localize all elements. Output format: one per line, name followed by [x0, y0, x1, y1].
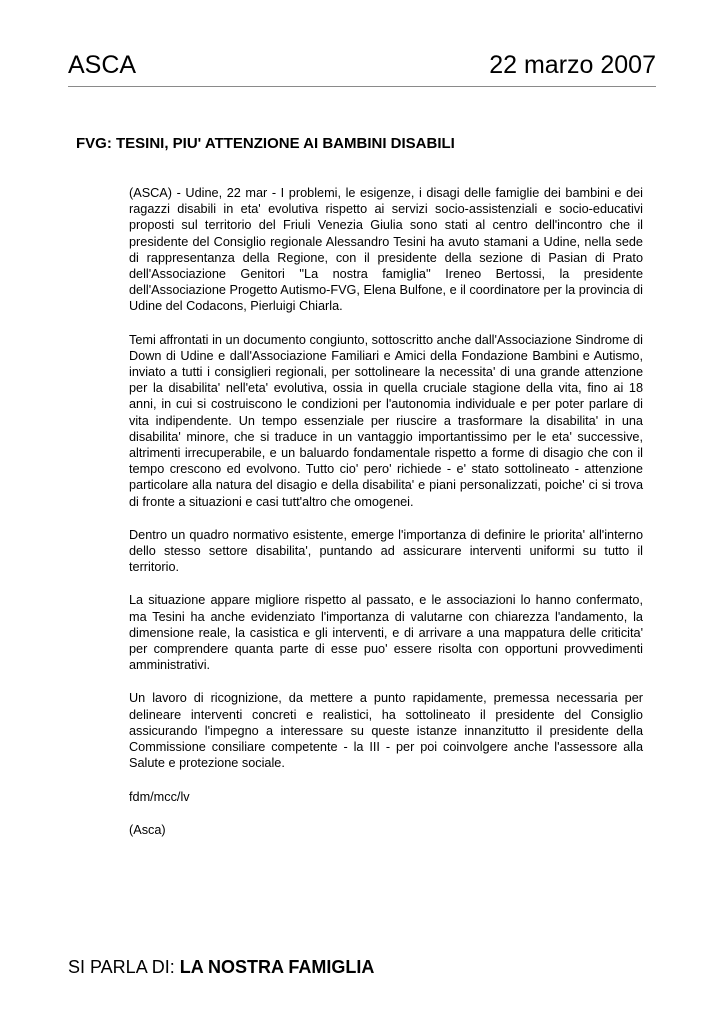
article-paragraph: La situazione appare migliore rispetto al passato, e le associazioni lo hanno confermato, ma Tesini ha anche evidenziato l'importanza di valutarne con chiarezza l'andamento, la dimensione reale, la casistica e gli interventi, e di arrivare a una mappatura delle criticita' per comprendere quanta parte di esse puo' essere risolta con opportuni provvedimenti amministrativi.	[129, 593, 643, 673]
article-headline: FVG: TESINI, PIU' ATTENZIONE AI BAMBINI DISABILI	[76, 135, 455, 152]
article-paragraph: Dentro un quadro normativo esistente, emerge l'importanza di definire le priorita' all'interno dello stesso settore disabilita', puntando ad assicurare interventi uniformi su tutto il territorio.	[129, 527, 643, 575]
article-credit: (Asca)	[129, 822, 166, 837]
news-source: ASCA	[68, 51, 137, 79]
page-header	[68, 50, 656, 87]
article-body	[129, 185, 643, 855]
article-paragraph: Temi affrontati in un documento congiunto, sottoscritto anche dall'Associazione Sindrome di Down di Udine e dall'Associazione Familiari e Amici della Fondazione Bambini e Autismo, inviato a tutti i consiglieri regionali, per sottolineare la necessita' di una grande attenzione per la disabilita' nell'eta' evolutiva, ossia in quella cruciale stagione della vita, fino ai 18 anni, in cui si costruiscono le condizioni per l'autonomia individuale e per poter parlare di vita indipendente. Un tempo essenziale per riuscire a trasformare la disabilita' in una disabilita' minore, che si traduce in un vantaggio importantissimo per le eta' successive, altrimenti irrecuperabile, e un baluardo fondamentale rispetto a forme di disagio che con il tempo crescono ed evolvono. Tutto cio' pero' richiede - e' stato sottolineato - attenzione particolare alla natura del disagio e della disabilita' e piani personalizzati, poiche' ci si trova di fronte a situazioni e casi tutt'altro che omogenei.	[129, 332, 643, 509]
article-paragraph: Un lavoro di ricognizione, da mettere a punto rapidamente, premessa necessaria per delineare interventi concreti e realistici, ha sottolineato il presidente del Consiglio assicurando l'impegno a interessare su queste istanze innanzitutto il presidente della Commissione consiliare competente - la III - per poi coinvolgere anche l'assessore alla Salute e protezione sociale.	[129, 691, 643, 771]
publication-date: 22 marzo 2007	[489, 51, 656, 79]
article-paragraph: (ASCA) - Udine, 22 mar - I problemi, le esigenze, i disagi delle famiglie dei bambini e dei ragazzi disabili in eta' evolutiva rispetto ai servizi socio-assistenziali e socio-educativi proposti sul territorio del Friuli Venezia Giulia sono stati al centro dell'incontro che il presidente del Consiglio regionale Alessandro Tesini ha avuto stamani a Udine, nella sede di rappresentanza della Regione, con il presidente della sezione di Pasian di Prato dell'Associazione Genitori ''La nostra famiglia'' Ireneo Bertossi, la presidente dell'Associazione Progetto Autismo-FVG, Elena Bulfone, e il coordinatore per la provincia di Udine del Codacons, Pierluigi Chiarla.	[129, 186, 643, 314]
topic-name: LA NOSTRA FAMIGLIA	[179, 957, 375, 977]
topic-footer	[68, 955, 374, 979]
article-signature: fdm/mcc/lv	[129, 789, 190, 804]
topic-prefix: SI PARLA DI:	[68, 957, 180, 977]
